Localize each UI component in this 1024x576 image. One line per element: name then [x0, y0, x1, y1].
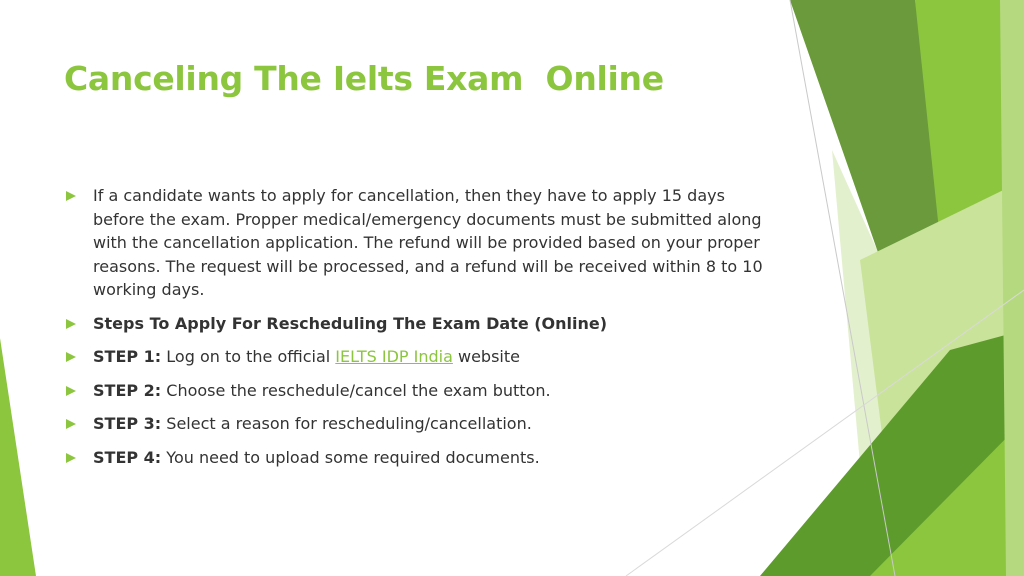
- list-item: [64, 412, 764, 436]
- list-item: [64, 379, 764, 403]
- step-label: STEP 2:: [93, 380, 162, 400]
- triangle-right-icon: [66, 453, 76, 463]
- step-text: Select a reason for rescheduling/cancellation.: [161, 414, 532, 433]
- triangle-right-icon: [66, 419, 76, 429]
- step-text: Choose the reschedule/cancel the exam button.: [161, 380, 551, 400]
- left-edge-sliver: [0, 338, 36, 576]
- bullet-list: [64, 184, 764, 479]
- list-item: [64, 345, 764, 369]
- steps-heading: Steps To Apply For Rescheduling The Exam Date (Online): [93, 313, 608, 333]
- page-title: Canceling The Ielts Exam Online: [64, 59, 664, 98]
- list-item: [64, 446, 764, 470]
- step-text: You need to upload some required documents.: [161, 447, 540, 467]
- bullet-text: If a candidate wants to apply for cancellation, then they have to apply 15 days before the exam. Propper medical/emergency documents must be submitted along with the cancellation application. The refund will be provided based on your proper reasons. The request will be processed, and a refund will be received within 8 to 10 working days.: [93, 186, 763, 299]
- step-label: STEP 3:: [93, 414, 162, 433]
- list-item: [64, 184, 764, 302]
- triangle-right-icon: [66, 386, 76, 396]
- list-item: [64, 312, 764, 336]
- triangle-right-icon: [66, 319, 76, 329]
- step-label: STEP 1:: [93, 347, 162, 366]
- step-text-after: website: [452, 347, 520, 366]
- ielts-idp-india-link[interactable]: IELTS IDP India: [335, 347, 453, 366]
- triangle-right-icon: [66, 191, 76, 201]
- triangle-right-icon: [66, 352, 76, 362]
- step-text: Log on to the official: [161, 347, 336, 366]
- step-label: STEP 4:: [93, 447, 162, 467]
